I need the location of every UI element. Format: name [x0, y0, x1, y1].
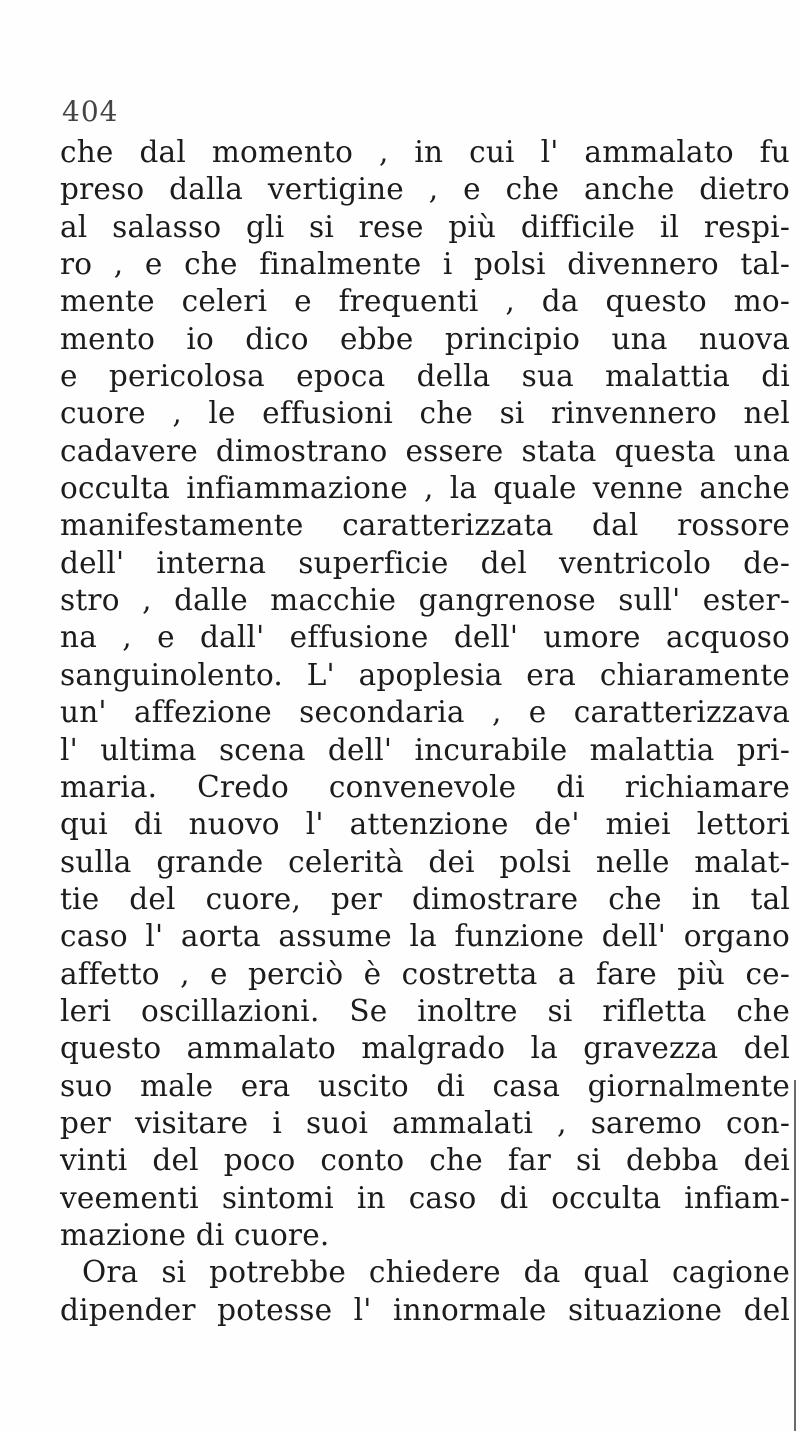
text-line: questo ammalato malgrado la gravezza del [60, 1031, 790, 1066]
text-line: occulta infiammazione , la quale venne anche [60, 471, 790, 506]
text-line: vinti del poco conto che far si debba dei [60, 1143, 790, 1178]
body-text [60, 134, 790, 1329]
text-line: veementi sintomi in caso di occulta infiam- [60, 1180, 790, 1215]
text-line: suo male era uscito di casa giornalmente [60, 1068, 790, 1103]
text-line: stro , dalle macchie gangrenose sull' ester- [60, 583, 790, 618]
page-number: 404 [62, 95, 119, 128]
text-line: e pericolosa epoca della sua malattia di [60, 359, 790, 394]
text-line: per visitare i suoi ammalati , saremo con- [60, 1105, 790, 1140]
text-line: cadavere dimostrano essere stata questa una [60, 433, 790, 468]
text-line: qui di nuovo l' attenzione de' miei lettori [60, 807, 790, 842]
text-line: al salasso gli si rese più difficile il respi- [60, 209, 790, 244]
page-edge-line [794, 1080, 796, 1431]
text-line: un' affezione secondaria , e caratterizzava [60, 695, 790, 730]
text-line: cuore , le effusioni che si rinvennero nel [60, 396, 790, 431]
text-line: ro , e che finalmente i polsi divennero tal- [60, 247, 790, 282]
text-line: mazione di cuore. [60, 1217, 330, 1252]
text-line: tie del cuore, per dimostrare che in tal [60, 881, 790, 916]
text-line: na , e dall' effusione dell' umore acquoso [60, 620, 790, 655]
text-line: preso dalla vertigine , e che anche dietro [60, 172, 790, 207]
text-line: che dal momento , in cui l' ammalato fu [60, 135, 790, 169]
text-line: manifestamente caratterizzata dal rossore [60, 508, 790, 543]
text-line: dipender potesse l' innormale situazione del [60, 1292, 790, 1327]
text-line: sanguinolento. L' apoplesia era chiaramente [60, 657, 790, 692]
text-line: mento io dico ebbe principio una nuova [60, 321, 790, 356]
text-line: maria. Credo convenevole di richiamare [60, 769, 790, 804]
text-line: Ora si potrebbe chiedere da qual cagione [82, 1255, 790, 1290]
text-line: caso l' aorta assume la funzione dell' organo [60, 919, 790, 954]
text-line: l' ultima scena dell' incurabile malattia pri- [60, 732, 790, 767]
text-line: mente celeri e frequenti , da questo mo- [60, 284, 790, 319]
text-line: leri oscillazioni. Se inoltre si rifletta che [60, 993, 790, 1028]
text-line: dell' interna superficie del ventricolo de- [60, 545, 790, 580]
text-line: affetto , e perciò è costretta a fare più ce- [60, 956, 790, 991]
text-line: sulla grande celerità dei polsi nelle malat- [60, 844, 790, 879]
